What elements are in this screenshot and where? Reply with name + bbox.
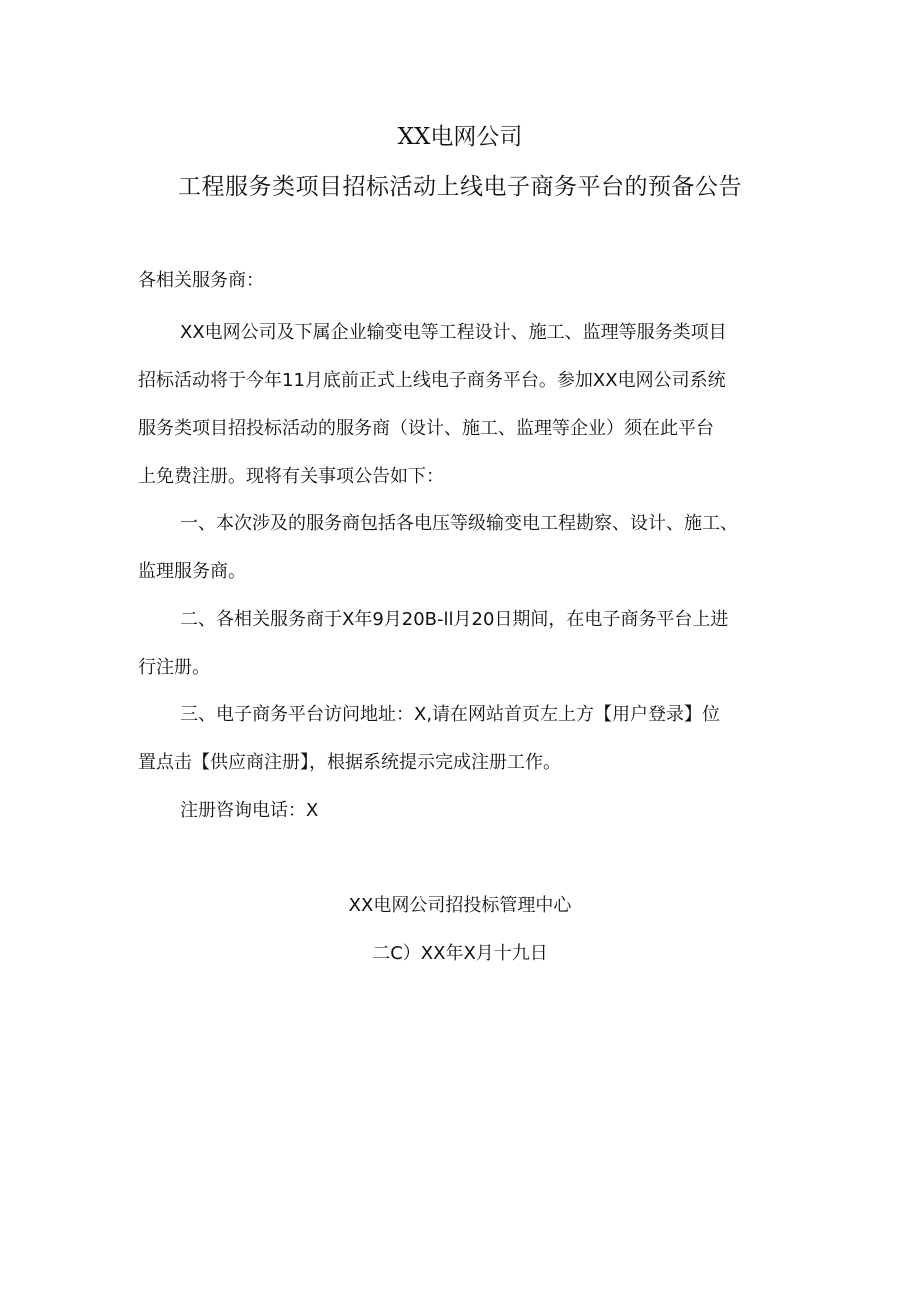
paragraph-line: 监理服务商。 [138,561,246,582]
salutation-text: 各相关服务商： [138,270,264,291]
paragraph-line: 三、电子商务平台访问地址：X,请在网站首页左上方【用户登录】位 [180,704,721,725]
notice-item-3 [138,691,788,787]
paragraph-line: 招标活动将于今年11月底前正式上线电子商务平台。参加XX电网公司系统 [138,370,726,391]
intro-paragraph [138,309,788,501]
notice-item-1 [138,500,788,596]
salutation [138,257,788,305]
document-org-title: XX电网公司 [397,124,523,150]
paragraph-line: 一、本次涉及的服务商包括各电压等级输变电工程勘察、设计、施工、 [180,513,738,534]
notice-item-2 [138,596,788,692]
paragraph-line: 二、各相关服务商于X年9月20B-ll月20日期间，在电子商务平台上进 [180,609,729,630]
paragraph-line: 上免费注册。现将有关事项公告如下： [138,466,444,487]
paragraph-line: 置点击【供应商注册】，根据系统提示完成注册工作。 [138,752,561,773]
signature-date: 二C）XX年X月十九日 [372,943,548,964]
document-main-title: 工程服务类项目招标活动上线电子商务平台的预备公告 [178,174,742,200]
contact-phone: 注册咨询电话：X [180,800,319,821]
contact-info [138,787,788,835]
paragraph-line: XX电网公司及下属企业输变电等工程设计、施工、监理等服务类项目 [180,322,727,343]
paragraph-line: 行注册。 [138,657,210,678]
paragraph-line: 服务类项目招投标活动的服务商（设计、施工、监理等企业）须在此平台 [138,418,714,439]
signature-org: XX电网公司招投标管理中心 [348,895,572,916]
